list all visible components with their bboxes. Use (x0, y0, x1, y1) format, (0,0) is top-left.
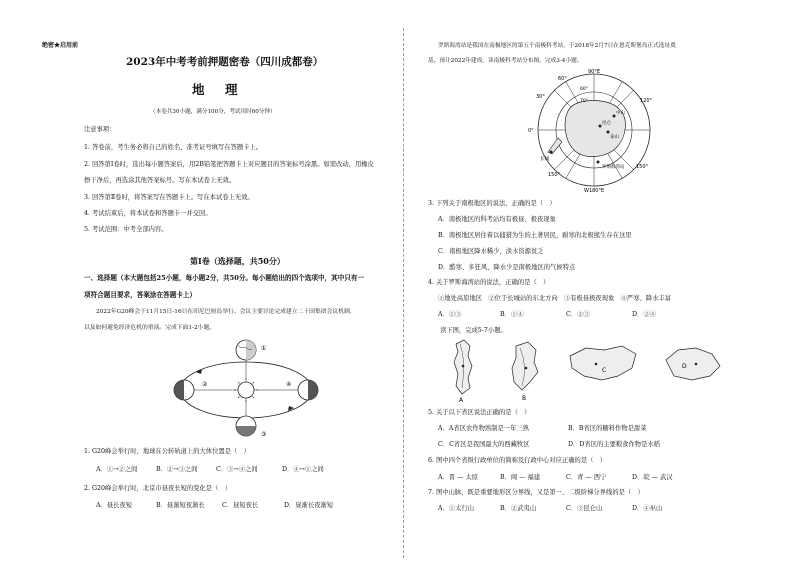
zhongshan-label: 中山 (616, 111, 625, 116)
taishan-station-marker (607, 131, 610, 134)
q3-option-b[interactable]: B．南极地区居住着以捕猎为生的土著居民，耐寒的北极熊生存在这里 (438, 232, 632, 239)
great-wall-station-marker (550, 151, 553, 154)
section-intro-2: 项符合题目要求，答案涂在答题卡上） (84, 291, 197, 299)
q4-statements: ①地处高原地区 ②位于长城站的东北方向 ③有极昼极夜现象 ④严寒、降水丰富 (438, 295, 671, 302)
question-6: 6. 图中四个省级行政单位的简称及行政中心对应正确的是（ ） (428, 457, 607, 464)
province-outline-maps (446, 336, 746, 404)
orbit-label-4: ④ (286, 381, 292, 388)
q2-option-d[interactable]: D．昼渐长夜渐短 (284, 502, 334, 509)
province-b-map (512, 342, 538, 390)
great-wall-label: 长城 (540, 157, 549, 162)
kunlun-label: 昆仑 (602, 121, 611, 126)
earth-position-bottom (236, 416, 256, 436)
q4-option-c[interactable]: C．②③ (566, 311, 590, 318)
note-3: 3. 回答第Ⅱ卷时，将答案写在答题卡上。写在本试卷上无效。 (84, 194, 254, 201)
q7-option-a[interactable]: A．①太行山 (438, 505, 475, 512)
section-intro-1: 一、选择题（本大题包括25小题，每小题2分，共50分。每小题给出的四个选项中，其中只有一 (84, 274, 365, 282)
lon-150-label: 150° (636, 164, 649, 170)
exam-info: （本卷共30小题，满分100分，考试用时60分钟） (150, 109, 276, 115)
q2-option-c[interactable]: C．昼短夜长 (222, 502, 259, 509)
q4-option-a[interactable]: A．①③ (438, 311, 462, 318)
passage-g20-1: 2022年G20峰会于11月15日-16日在印尼巴厘岛举行。会议主要讨论完成建立二十国集团会议机制， (96, 309, 356, 315)
q6-option-d[interactable]: D．皖 — 武汉 (632, 474, 673, 481)
lon-w180e-label: W180°E (584, 188, 605, 194)
q1-option-a[interactable]: A．①→②之间 (96, 466, 138, 473)
question-3: 3. 下列关于南极地区的说法，正确的是（ ） (428, 200, 556, 207)
province-a-label: A (459, 397, 464, 404)
column-divider (403, 28, 404, 558)
lon-0-label: 0° (528, 128, 534, 134)
q4-option-d[interactable]: D．②④ (632, 311, 656, 318)
luosi-label: 罗斯海湾站 (602, 165, 625, 170)
q7-option-d[interactable]: D．④巫山 (632, 505, 663, 512)
q6-option-a[interactable]: A．晋 — 太原 (438, 474, 479, 481)
orbit-label-2: ② (202, 381, 208, 388)
province-a-map (454, 340, 472, 394)
q5-option-d[interactable]: D．D省区的主要粮食作物是水稻 (568, 441, 660, 448)
q7-option-b[interactable]: B．②武夷山 (500, 505, 537, 512)
lon-60-label: 60° (558, 76, 567, 82)
q3-option-d[interactable]: D．酷寒、多狂风、降水少是南极地区的气候特点 (438, 264, 576, 271)
q1-option-d[interactable]: D．④→①之间 (282, 466, 324, 473)
q6-option-c[interactable]: C．青 — 西宁 (566, 474, 607, 481)
q5-option-a[interactable]: A．A省区农作物熟制是一年三熟 (438, 425, 529, 432)
passage-g20-2: 以及如何避免经济危机的重演。完成下面1-2小题。 (84, 325, 216, 331)
luosi-station-marker (597, 161, 600, 164)
antarctic-station-map (518, 68, 668, 194)
q3-option-a[interactable]: A．南极地区的科考站均有极昼、极夜现象 (438, 216, 556, 223)
lon-150w-label: 150° (548, 172, 561, 178)
lon-120-label: 120° (640, 98, 653, 104)
q3-option-c[interactable]: C．南极地区降水稀少，淡水资源贫乏 (438, 248, 544, 255)
question-1: 1. G20峰会举行时，地球在公转轨道上的大体位置是（ ） (84, 448, 250, 455)
q7-option-c[interactable]: C．③昆仑山 (566, 505, 603, 512)
exam-title: 2023年中考考前押题密卷（四川成都卷） (126, 56, 324, 68)
question-2: 2. G20峰会举行时，北京市昼夜长短的变化是（ ） (84, 485, 231, 492)
q2-option-b[interactable]: B．昼渐短夜渐长 (156, 502, 205, 509)
lon-90e-label: 90°E (588, 69, 601, 75)
q6-option-b[interactable]: B．闽 — 福建 (500, 474, 541, 481)
passage-antarctic-2: 基，预计2022年建成。读南极科考站分布图，完成3-4小题。 (428, 58, 583, 64)
note-2-cont: 擦干净后，再选涂其他答案标号。写在本试卷上无效。 (84, 177, 236, 184)
province-d-map (666, 348, 720, 380)
q1-option-c[interactable]: C．③→④之间 (216, 466, 258, 473)
note-2: 2. 回答第Ⅰ卷时，选出每小题答案后，用2B铅笔把答题卡上对应题目的答案标号涂黑。如需改动，用橡皮 (84, 161, 374, 168)
note-5: 5. 考试范围：中考全部内容。 (84, 226, 168, 233)
taishan-label: 泰山 (610, 135, 619, 140)
q5-option-b[interactable]: B．B省区的糖料作物是甜菜 (568, 425, 647, 432)
lat-60-label: 60° (580, 87, 588, 92)
question-4: 4. 关于罗斯海湾站的说法，正确的是（ ） (428, 279, 550, 286)
lat-70-label: 70° (580, 99, 588, 104)
earth-position-left (174, 380, 194, 400)
province-c-label: C (602, 367, 607, 374)
province-b-label: B (522, 395, 527, 402)
note-1: 1. 答卷前，考生务必将自己的姓名、准考证号填写在答题卡上。 (84, 144, 263, 151)
lon-30-label: 30° (536, 94, 545, 100)
passage-provinces: 读下图，完成5-7小题。 (440, 327, 507, 334)
question-5: 5. 关于以下省区说法正确的是（ ） (428, 409, 531, 416)
section-title: 第Ⅰ卷（选择题，共50分） (190, 256, 285, 266)
subject-title: 地 理 (192, 82, 242, 97)
q4-option-b[interactable]: B．①④ (500, 311, 524, 318)
q5-option-c[interactable]: C．C省区是我国最大的西藏牧区 (438, 441, 530, 448)
q1-option-b[interactable]: B．②→③之间 (156, 466, 198, 473)
earth-position-top (236, 340, 256, 360)
earth-position-right (298, 380, 318, 400)
q2-option-a[interactable]: A．昼长夜短 (96, 502, 133, 509)
secret-label: 绝密★启用前 (42, 42, 79, 49)
note-4: 4. 考试结束后，将本试卷和答题卡一并交回。 (84, 210, 212, 217)
question-7: 7. 图中山脉，既是重要地形区分界线，又是第一、二级阶梯分界线的是（ ） (428, 489, 644, 496)
orbit-label-3: ③ (261, 431, 267, 438)
sun (234, 378, 258, 402)
notes-title: 注意事项： (84, 126, 116, 133)
province-c-map (570, 346, 636, 380)
province-d-label: D (682, 363, 687, 370)
passage-antarctic-1: 罗斯海湾站是我国在南极地区的第五个南极科考站，于2018年2月7日在恩克斯堡岛正式选址奠 (438, 43, 676, 49)
orbit-label-1: ① (261, 345, 267, 352)
earth-orbit-figure (166, 336, 326, 440)
